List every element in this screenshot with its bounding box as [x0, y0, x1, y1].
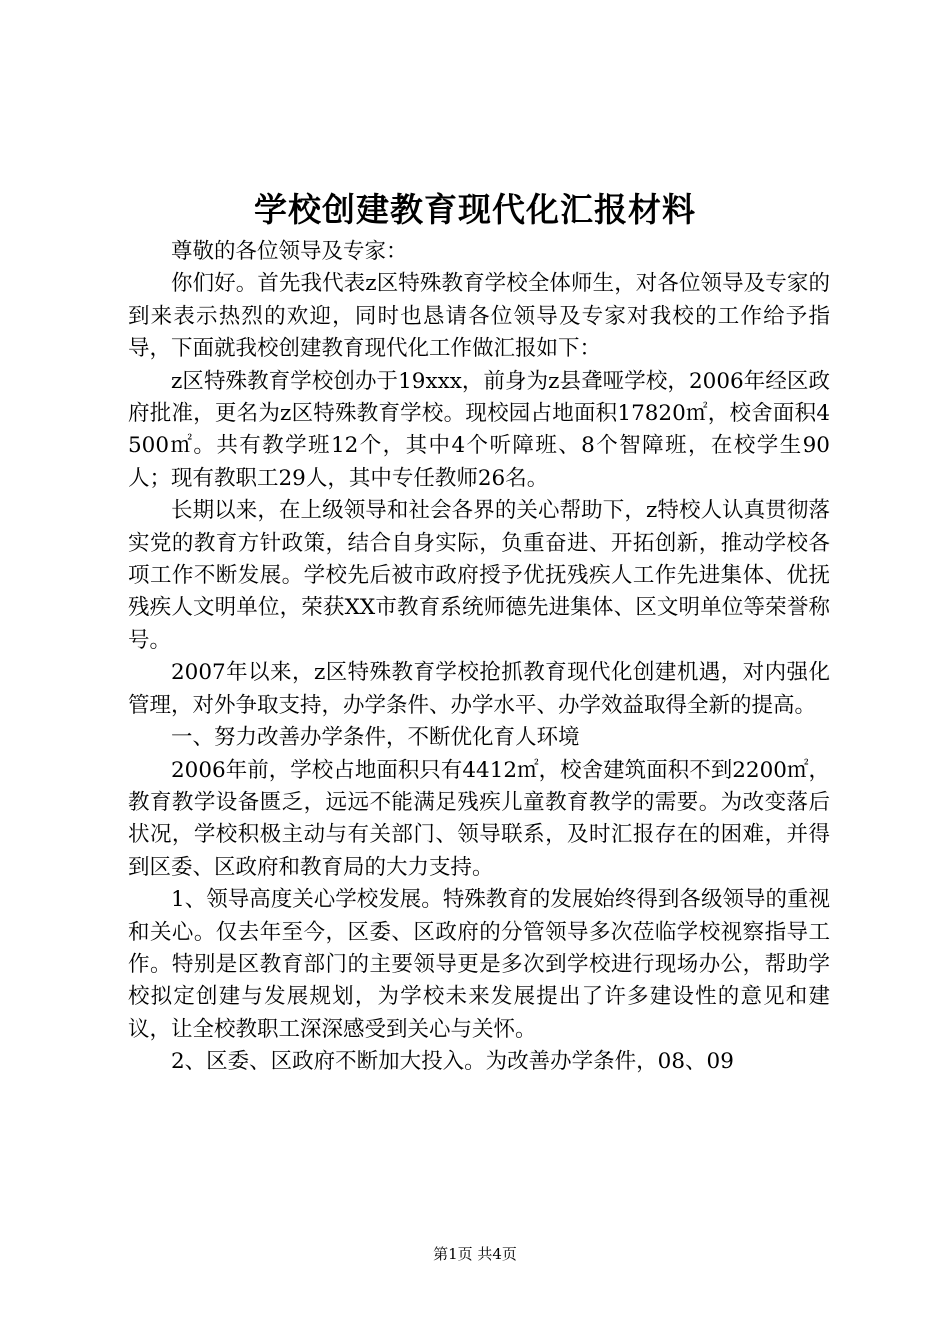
investment-paragraph: 2、区委、区政府不断加大投入。为改善办学条件，08、09 [171, 1049, 734, 1075]
since-2007-paragraph: 2007年以来，z区特殊教育学校抢抓教育现代化创建机遇，对内强化管理，对外争取支持，办学条件、办学水平、办学效益取得全新的提高。 [128, 660, 830, 718]
greeting-paragraph: 你们好。首先我代表z区特殊教育学校全体师生，对各位领导及专家的到来表示热烈的欢迎，同时也恳请各位领导及专家对我校的工作给予指导，下面就我校创建教育现代化工作做汇报如下： [128, 271, 830, 362]
page-footer: 第1页 共4页 [433, 1245, 517, 1263]
school-overview-paragraph: z区特殊教育学校创办于19xxx，前身为z县聋哑学校，2006年经区政府批准，更名为z区特殊教育学校。现校园占地面积17820㎡，校舍面积4500㎡。共有教学班12个，其中4个听障班、8个智障班，在校学生90人；现有教职工29人，其中专任教师26名。 [128, 368, 830, 491]
salutation-paragraph: 尊敬的各位领导及专家： [171, 239, 408, 264]
leadership-care-paragraph: 1、领导高度关心学校发展。特殊教育的发展始终得到各级领导的重视和关心。仅去年至今，区委、区政府的分管领导多次莅临学校视察指导工作。特别是区教育部门的主要领导更是多次到学校进行现场办公，帮助学校拟定创建与发展规划，为学校未来发展提出了许多建设性的意见和建议，让全校教职工深深感受到关心与关怀。 [128, 887, 830, 1042]
before-2006-paragraph: 2006年前，学校占地面积只有4412㎡，校舍建筑面积不到2200㎡，教育教学设备匮乏，远远不能满足残疾儿童教育教学的需要。为改变落后状况，学校积极主动与有关部门、领导联系，及时汇报存在的困难，并得到区委、区政府和教育局的大力支持。 [128, 757, 830, 880]
section-heading-one: 一、努力改善办学条件，不断优化育人环境 [171, 725, 580, 751]
achievements-paragraph: 长期以来，在上级领导和社会各界的关心帮助下，z特校人认真贯彻落实党的教育方针政策，结合自身实际，负重奋进、开拓创新，推动学校各项工作不断发展。学校先后被市政府授予优抚残疾人工作先进集体、优抚残疾人文明单位，荣获XX市教育系统师德先进集体、区文明单位等荣誉称号。 [128, 498, 830, 653]
document-title: 学校创建教育现代化汇报材料 [254, 190, 696, 229]
document-body [128, 236, 830, 1079]
